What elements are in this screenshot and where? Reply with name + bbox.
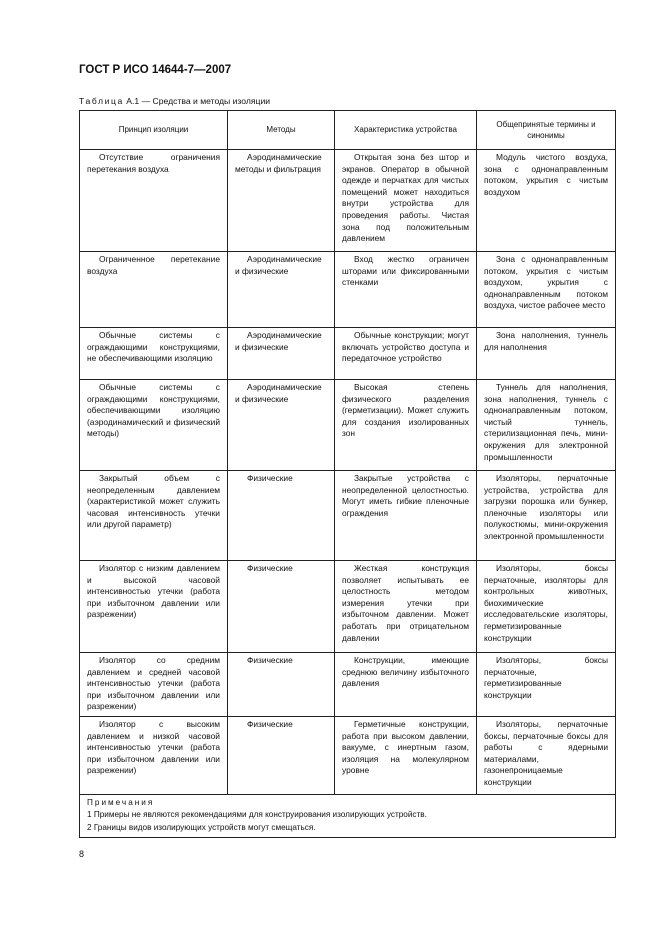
terms-cell: Зона с однонаправленным потоком, укрытия с чистым воздухом, укрытия с однонаправленным потоком воздуха, чистое рабочее место: [477, 252, 616, 328]
terms-cell: Изоляторы, боксы перчаточные, изоляторы для контрольных животных, биохимические исследовательские изоляторы, герметизированные конструкции: [477, 561, 616, 653]
principle-cell: Изолятор с низким давлением и высокой часовой интенсивностью утечки (работа при избыточном давлении или разрежении): [80, 561, 228, 653]
page-number: 8: [79, 849, 85, 859]
table-row: [80, 716, 616, 794]
isolation-table: [79, 110, 616, 838]
table-row: [80, 471, 616, 561]
principle-cell: Обычные системы с ограждающими конструкциями, не обеспечивающими изоляцию: [80, 328, 228, 380]
table-row: [80, 380, 616, 471]
note-item: 1 Примеры не являются рекомендациями для конструирования изолирующих устройств.: [87, 810, 427, 820]
principle-cell: Обычные системы с ограждающими конструкциями, обеспечивающими изоляцию (аэродинамический и физический методы): [80, 380, 228, 471]
characteristic-cell: Конструкции, имеющие среднюю величину избыточного давления: [335, 653, 477, 717]
terms-cell: Изоляторы, боксы перчаточные, герметизированные конструкции: [477, 653, 616, 717]
table-caption-text: А.1 — Средства и методы изоляции: [123, 96, 271, 106]
table-row: [80, 561, 616, 653]
column-header-terms: Общепринятые термины и синонимы: [477, 111, 616, 150]
terms-cell: Изоляторы, перчаточные устройства, устройства для загрузки порошка или бункер, пленочные изоляторы или полукостюмы, мини-окружения электронной промышленности: [477, 471, 616, 561]
table-row: [80, 150, 616, 252]
principle-cell: Отсутствие ограничения перетекания воздуха: [80, 150, 228, 252]
methods-cell: Аэродинамические и физические: [228, 328, 335, 380]
terms-cell: Модуль чистого воздуха, зона с однонаправленным потоком, укрытия с чистым воздухом: [477, 150, 616, 252]
methods-cell: Физические: [228, 716, 335, 794]
notes-row: [80, 794, 616, 837]
methods-cell: Аэродинамические и физические: [228, 252, 335, 328]
methods-cell: Физические: [228, 653, 335, 717]
notes-title: Примечания: [87, 797, 155, 807]
principle-cell: Ограниченное перетекание воздуха: [80, 252, 228, 328]
column-header-principle: Принцип изоляции: [80, 111, 228, 150]
table-header-row: [80, 111, 616, 150]
characteristic-cell: Высокая степень физического разделения (герметизации). Может служить для создания изолированных зон: [335, 380, 477, 471]
characteristic-cell: Жесткая конструкция позволяет испытывать ее целостность методом измерения утечки при избыточном давлении. Может работать при отрицательном давлении: [335, 561, 477, 653]
methods-cell: Аэродинамические методы и фильтрация: [228, 150, 335, 252]
document-header: ГОСТ Р ИСО 14644-7—2007: [79, 64, 232, 76]
table-caption: [79, 96, 270, 106]
column-header-methods: Методы: [228, 111, 335, 150]
note-item: 2 Границы видов изолирующих устройств могут смещаться.: [87, 822, 316, 832]
terms-cell: Изоляторы, перчаточные боксы, перчаточные боксы для работы с ядерными материалами, газонепроницаемые конструкции: [477, 716, 616, 794]
characteristic-cell: Открытая зона без штор и экранов. Оператор в обычной одежде и перчатках для чистых помещений может находиться внутри устройства для проведения работы. Чистая зона под положительным давлением: [335, 150, 477, 252]
methods-cell: Физические: [228, 471, 335, 561]
table-caption-label: Таблица: [79, 96, 124, 106]
characteristic-cell: Обычные конструкции; могут включать устройство доступа и передаточное устройство: [335, 328, 477, 380]
methods-cell: Аэродинамические и физические: [228, 380, 335, 471]
methods-cell: Физические: [228, 561, 335, 653]
table-row: [80, 653, 616, 717]
characteristic-cell: Вход жестко ограничен шторами или фиксированными стенками: [335, 252, 477, 328]
column-header-characteristic: Характеристика устройства: [335, 111, 477, 150]
terms-cell: Зона наполнения, туннель для наполнения: [477, 328, 616, 380]
table-row: [80, 328, 616, 380]
terms-cell: Туннель для наполнения, зона наполнения, туннель с однонаправленным потоком, чистый туннель, стерилизационная печь, мини-окружения для электронной промышленности: [477, 380, 616, 471]
characteristic-cell: Герметичные конструкции, работа при высоком давлении, вакууме, с инертным газом, изоляция на молекулярном уровне: [335, 716, 477, 794]
principle-cell: Изолятор со средним давлением и средней часовой интенсивностью утечки (работа при избыточном давлении или разрежении): [80, 653, 228, 717]
principle-cell: Закрытый объем с неопределенным давлением (характеристикой может служить часовая интенсивность утечки или другой параметр): [80, 471, 228, 561]
principle-cell: Изолятор с высоким давлением и низкой часовой интенсивностью утечки (работа при избыточном давлении или разрежении): [80, 716, 228, 794]
notes-cell: [80, 794, 616, 837]
table-row: [80, 252, 616, 328]
characteristic-cell: Закрытые устройства с неопределенной целостностью. Могут иметь гибкие пленочные ограждения: [335, 471, 477, 561]
